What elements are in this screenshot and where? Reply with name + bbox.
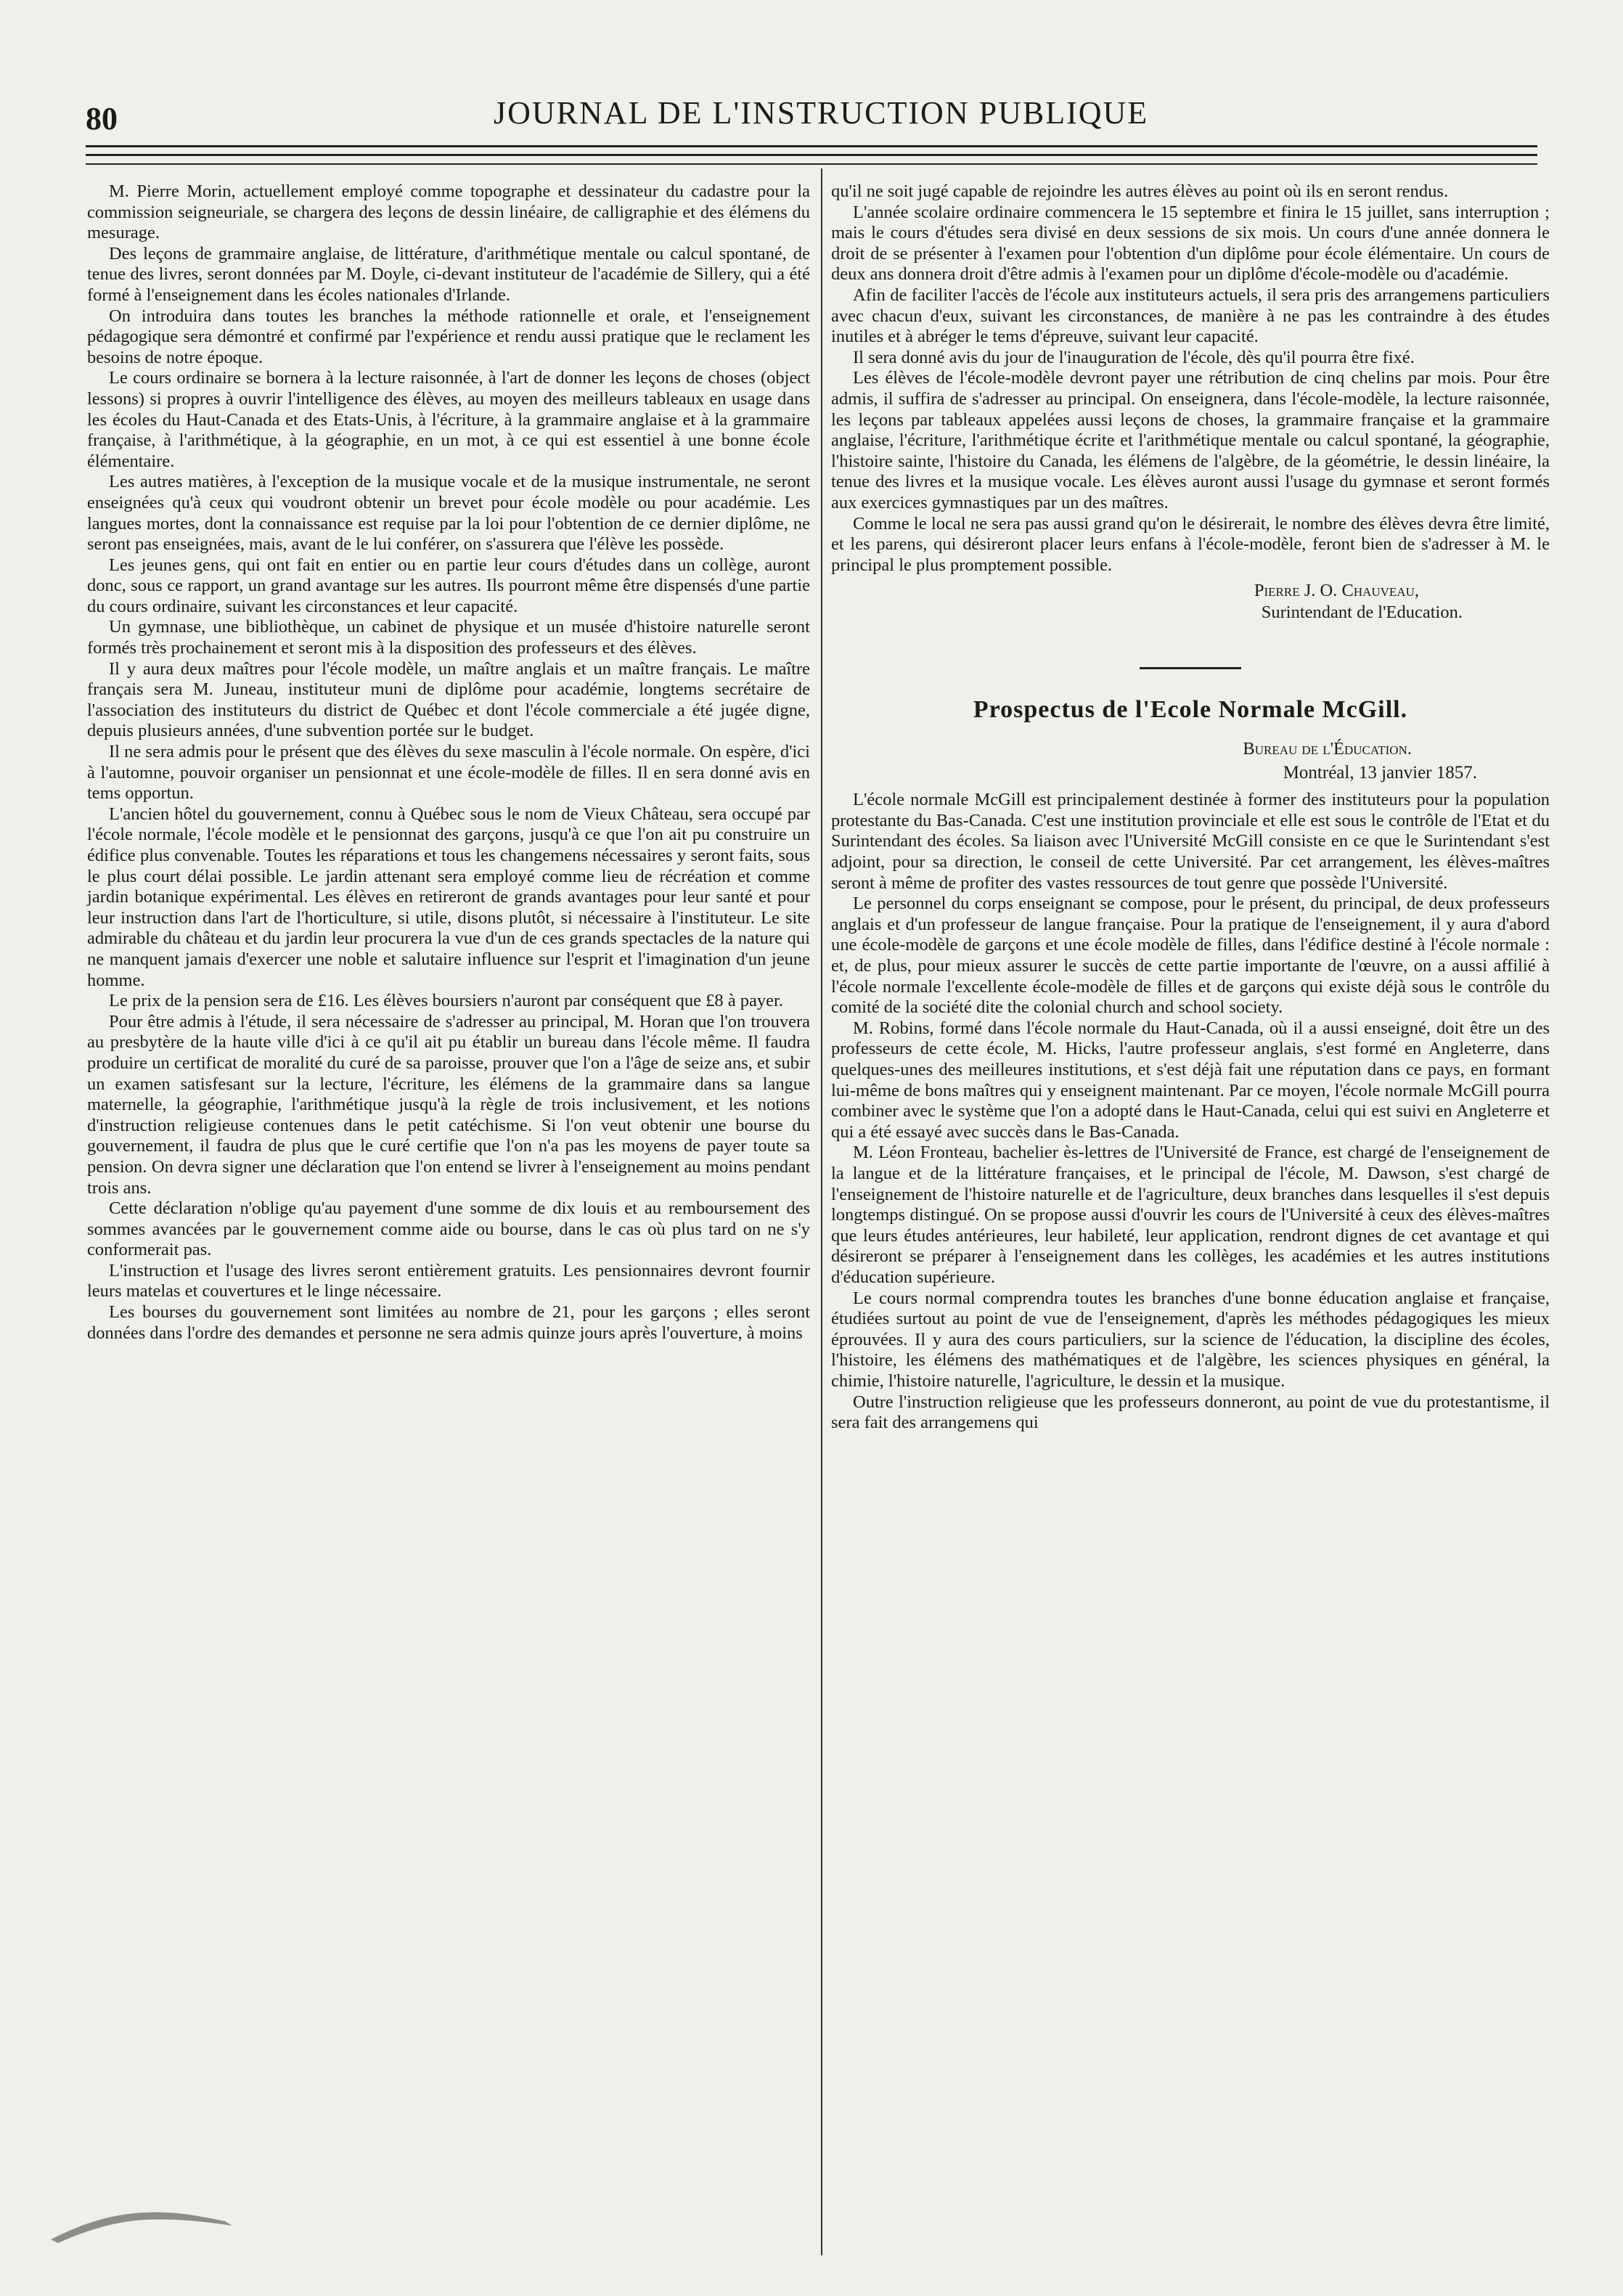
paragraph: Des leçons de grammaire anglaise, de littérature, d'arithmétique mentale ou calcul spontané, de tenue des livres, seront données par M. Doyle, ci-devant instituteur de l'académie de Sillery, qui a été formé à l'enseignement dans les écoles nationales d'Irlande. bbox=[87, 243, 810, 305]
paragraph: Un gymnase, une bibliothèque, un cabinet de physique et un musée d'histoire naturelle seront formés très prochainement et seront mis à la disposition des professeurs et des élèves. bbox=[87, 617, 810, 658]
paragraph: Pour être admis à l'étude, il sera nécessaire de s'adresser au principal, M. Horan que l'on trouvera au presbytère de la haute ville d'ici à ce qu'il ait pu établir un bureau dans l'école même. Il faudra produire un certificat de moralité du curé de sa paroisse, prouver que l'on a l'âge de seize ans, et subir un examen satisfesant sur la lecture, l'écriture, les élémens de la grammaire dans sa langue maternelle, la géographie, l'arithmétique jusqu'à la règle de trois inclusivement, et les notions d'instruction religieuse contenues dans le petit catéchisme. Si l'on veut obtenir une bourse du gouvernement, il faudra de plus que le curé certifie que l'on n'a pas les moyens de payer toute sa pension. On devra signer une déclaration que l'on entend se livrer à l'enseignement au moins pendant trois ans. bbox=[87, 1011, 810, 1198]
paragraph: Les jeunes gens, qui ont fait en entier ou en partie leur cours d'études dans un collège, auront donc, sous ce rapport, un grand avantage sur les autres. Ils pourront même être dispensés d'une partie du cours ordinaire, suivant les circonstances et leur capacité. bbox=[87, 555, 810, 616]
dateline: Montréal, 13 janvier 1857. bbox=[1283, 763, 1477, 783]
paragraph: Les autres matières, à l'exception de la musique vocale et de la musique instrumentale, ne seront enseignées qu'à ceux qui voudront obtenir un brevet pour école modèle ou pour académie. Les langues mortes, dont la connaissance est requise par la loi pour l'obtention de ce dernier diplôme, ne seront pas enseignées, mais, avant de le lui conférer, on s'assurera que l'élève les possède. bbox=[87, 472, 810, 555]
paragraph: L'année scolaire ordinaire commencera le 15 septembre et finira le 15 juillet, sans interruption ; mais le cours d'études sera divisé en deux sessions de six mois. Un cours d'une année donnera le droit de se présenter à l'examen pour l'obtention d'un diplôme pour école élémentaire. Un cours de deux ans donnera droit d'être admis à l'examen pour un diplôme d'école-modèle ou d'académie. bbox=[831, 202, 1550, 285]
paragraph: Le personnel du corps enseignant se compose, pour le présent, du principal, de deux professeurs anglais et d'un professeur de langue française. Pour la pratique de l'enseignement, il y aura d'abord une école-modèle de garçons et une école modèle de filles, dans l'édifice destiné à l'école normale : et, de plus, pour mieux assurer le succès de cette partie importante de l'œuvre, on a aussi affilié à l'école normale l'excellente école-modèle de filles et de garçons qui existe déjà sous le contrôle du comité de la société dite the colonial church and school society. bbox=[831, 894, 1550, 1018]
paragraph: L'ancien hôtel du gouvernement, connu à Québec sous le nom de Vieux Château, sera occupé par l'école normale, l'école modèle et le pensionnat des garçons, jusqu'à ce que l'on ait pu construire un édifice plus convenable. Toutes les réparations et tous les changemens nécessaires y seront faits, sous le plus court délai possible. Le jardin attenant sera employé comme lieu de récréation et comme jardin botanique expérimental. Les élèves en retireront de grands avantages pour leur santé et pour leur instruction dans l'art de l'horticulture, si utile, disons plutôt, si nécessaire à l'instituteur. Le site admirable du château et du jardin leur procurera la vue d'un de ces grands spectacles de la nature qui ne manquent jamais d'exercer une noble et salutaire influence sur l'esprit et l'imagination d'un jeune homme. bbox=[87, 804, 810, 990]
paragraph: Comme le local ne sera pas aussi grand qu'on le désirerait, le nombre des élèves devra être limité, et les parens, qui désireront placer leurs enfans à l'école-modèle, feront bien de s'adresser à M. le principal le plus promptement possible. bbox=[831, 513, 1550, 575]
prospectus-title: Prospectus de l'Ecole Normale McGill. bbox=[973, 696, 1408, 724]
column-divider bbox=[821, 168, 822, 2255]
signature-name: Pierre J. O. Chauveau, bbox=[1254, 581, 1419, 601]
paragraph: Cette déclaration n'oblige qu'au payement d'une somme de dix louis et au remboursement des sommes avancées par le gouvernement comme aide ou bourse, dans le cas où plus tard on ne s'y conformerait pas. bbox=[87, 1198, 810, 1260]
paragraph: M. Pierre Morin, actuellement employé comme topographe et dessinateur du cadastre pour la commission seigneuriale, se chargera des leçons de dessin linéaire, de calligraphie et des élémens du mesurage. bbox=[87, 181, 810, 243]
page-number: 80 bbox=[86, 101, 118, 136]
continued-paragraph: qu'il ne soit jugé capable de rejoindre les autres élèves au point où ils en seront rendus. bbox=[831, 181, 1449, 201]
signature-title: Surintendant de l'Education. bbox=[1261, 602, 1463, 623]
paragraph: L'école normale McGill est principalement destinée à former des instituteurs pour la population protestante du Bas-Canada. C'est une institution provinciale et elle est sous le contrôle de l'Etat et du Surintendant des écoles. Sa liaison avec l'Université McGill consiste en ce que le Surintendant s'est adjoint, pour sa direction, le conseil de cette Université. Par cet arrangement, les élèves-maîtres seront à même de profiter des vastes ressources de tout genre que possède l'Université. bbox=[831, 790, 1550, 893]
bureau-line: Bureau de l'Éducation. bbox=[1243, 739, 1412, 759]
paragraph: M. Léon Fronteau, bachelier ès-lettres de l'Université de France, est chargé de l'enseignement de la langue et de la littérature françaises, et le principal de l'école, M. Dawson, s'est chargé de l'enseignement de l'histoire naturelle et de l'agriculture, deux branches dans lesquelles il s'est depuis longtemps distingué. On se propose aussi d'ouvrir les cours de l'Université à ceux des élèves-maîtres que leurs études antérieures, leur habileté, leur application, rendront dignes de cet avantage et qui désireront se préparer à l'enseignement dans les collèges, les académies et les autres institutions d'éducation supérieure. bbox=[831, 1143, 1550, 1287]
paragraph: Il sera donné avis du jour de l'inauguration de l'école, dès qu'il pourra être fixé. bbox=[853, 347, 1415, 367]
paragraph: Le prix de la pension sera de £16. Les élèves boursiers n'auront par conséquent que £8 à payer. bbox=[109, 991, 783, 1011]
paragraph: Afin de faciliter l'accès de l'école aux instituteurs actuels, il sera pris des arrangemens particuliers avec chacun d'eux, suivant les circonstances, de manière à ne pas les contraindre à des études inutiles et à abréger le tems d'épreuve, suivant leur capacité. bbox=[831, 285, 1550, 347]
paragraph: On introduira dans toutes les branches la méthode rationnelle et orale, et l'enseignement pédagogique sera démontré et confirmé par l'expérience et rendu aussi pratique que le reclament les besoins de notre époque. bbox=[87, 306, 810, 367]
right-column bbox=[831, 181, 1550, 1434]
paragraph: Les bourses du gouvernement sont limitées au nombre de 21, pour les garçons ; elles seront données dans l'ordre des demandes et personne ne sera admis quinze jours après l'ouverture, à moins bbox=[87, 1302, 810, 1343]
paragraph: Le cours normal comprendra toutes les branches d'une bonne éducation anglaise et française, étudiées surtout au point de vue de l'enseignement, d'après les méthodes pédagogiques les mieux éprouvées. Il y aura des cours particuliers, sur la science de l'éducation, la discipline des écoles, l'histoire, les élémens des mathématiques et de l'algèbre, les sciences physiques en général, la chimie, l'histoire naturelle, l'agriculture, le dessin et la musique. bbox=[831, 1288, 1550, 1391]
paragraph: Le cours ordinaire se bornera à la lecture raisonnée, à l'art de donner les leçons de choses (object lessons) si propres à ouvrir l'intelligence des élèves, au moyen des meilleurs tableaux en usage dans les écoles du Haut-Canada et des Etats-Unis, à l'écriture, à la grammaire anglaise et à la grammaire française, à l'arithmétique, à la géographie, en un mot, à ce qui est essentiel à une bonne école élémentaire. bbox=[87, 368, 810, 471]
paragraph: L'instruction et l'usage des livres seront entièrement gratuits. Les pensionnaires devront fournir leurs matelas et couvertures et le linge nécessaire. bbox=[87, 1260, 810, 1302]
section-separator bbox=[1140, 667, 1241, 669]
ink-smudge bbox=[51, 2199, 240, 2243]
paragraph: Il y aura deux maîtres pour l'école modèle, un maître anglais et un maître français. Le maître français sera M. Juneau, instituteur muni de diplôme pour académie, longtems secrétaire de l'association des instituteurs du district de Québec et dont l'école commerciale a été jugée digne, depuis plusieurs années, d'une subvention portée sur le budget. bbox=[87, 658, 810, 741]
journal-title: JOURNAL DE L'INSTRUCTION PUBLIQUE bbox=[494, 95, 1149, 131]
paragraph: Les élèves de l'école-modèle devront payer une rétribution de cinq chelins par mois. Pour être admis, il suffira de s'adresser au principal. On enseignera, dans l'école-modèle, la lecture raisonnée, les leçons par tableaux appelées aussi leçons de choses, la grammaire française et la grammaire anglaise, l'écriture, l'arithmétique écrite et l'arithmétique mentale ou calcul spontané, la géographie, l'histoire sainte, l'histoire du Canada, les élémens de l'algèbre, de la géométrie, le dessin linéaire, la tenue des livres et la musique vocale. Les élèves auront aussi l'usage du gymnase et seront formés aux exercices gymnastiques par un des maîtres. bbox=[831, 368, 1550, 512]
header-rule bbox=[86, 163, 1537, 165]
header-rule bbox=[86, 145, 1537, 147]
paragraph: M. Robins, formé dans l'école normale du Haut-Canada, où il a aussi enseigné, doit être un des professeurs de cette école, M. Hicks, l'autre professeur anglais, s'est formé en Angleterre, dans quelques-unes des meilleures institutions, et s'est déjà fait une réputation dans ce pays, en formant lui-même de bons maîtres qui y enseignent maintenant. Par ce moyen, l'école normale McGill pourra combiner avec le système que l'on a adopté dans le Haut-Canada, celui qui est suivi en Angleterre et qui a été essayé avec succès dans le Bas-Canada. bbox=[831, 1018, 1550, 1142]
left-column bbox=[87, 181, 810, 1344]
paragraph: Outre l'instruction religieuse que les professeurs donneront, au point de vue du protestantisme, il sera fait des arrangemens qui bbox=[831, 1392, 1550, 1433]
paragraph: Il ne sera admis pour le présent que des élèves du sexe masculin à l'école normale. On espère, d'ici à l'automne, pouvoir organiser un pensionnat et une école-modèle de filles. Il en sera donné avis en tems opportun. bbox=[87, 742, 810, 804]
header-rule bbox=[86, 154, 1537, 156]
